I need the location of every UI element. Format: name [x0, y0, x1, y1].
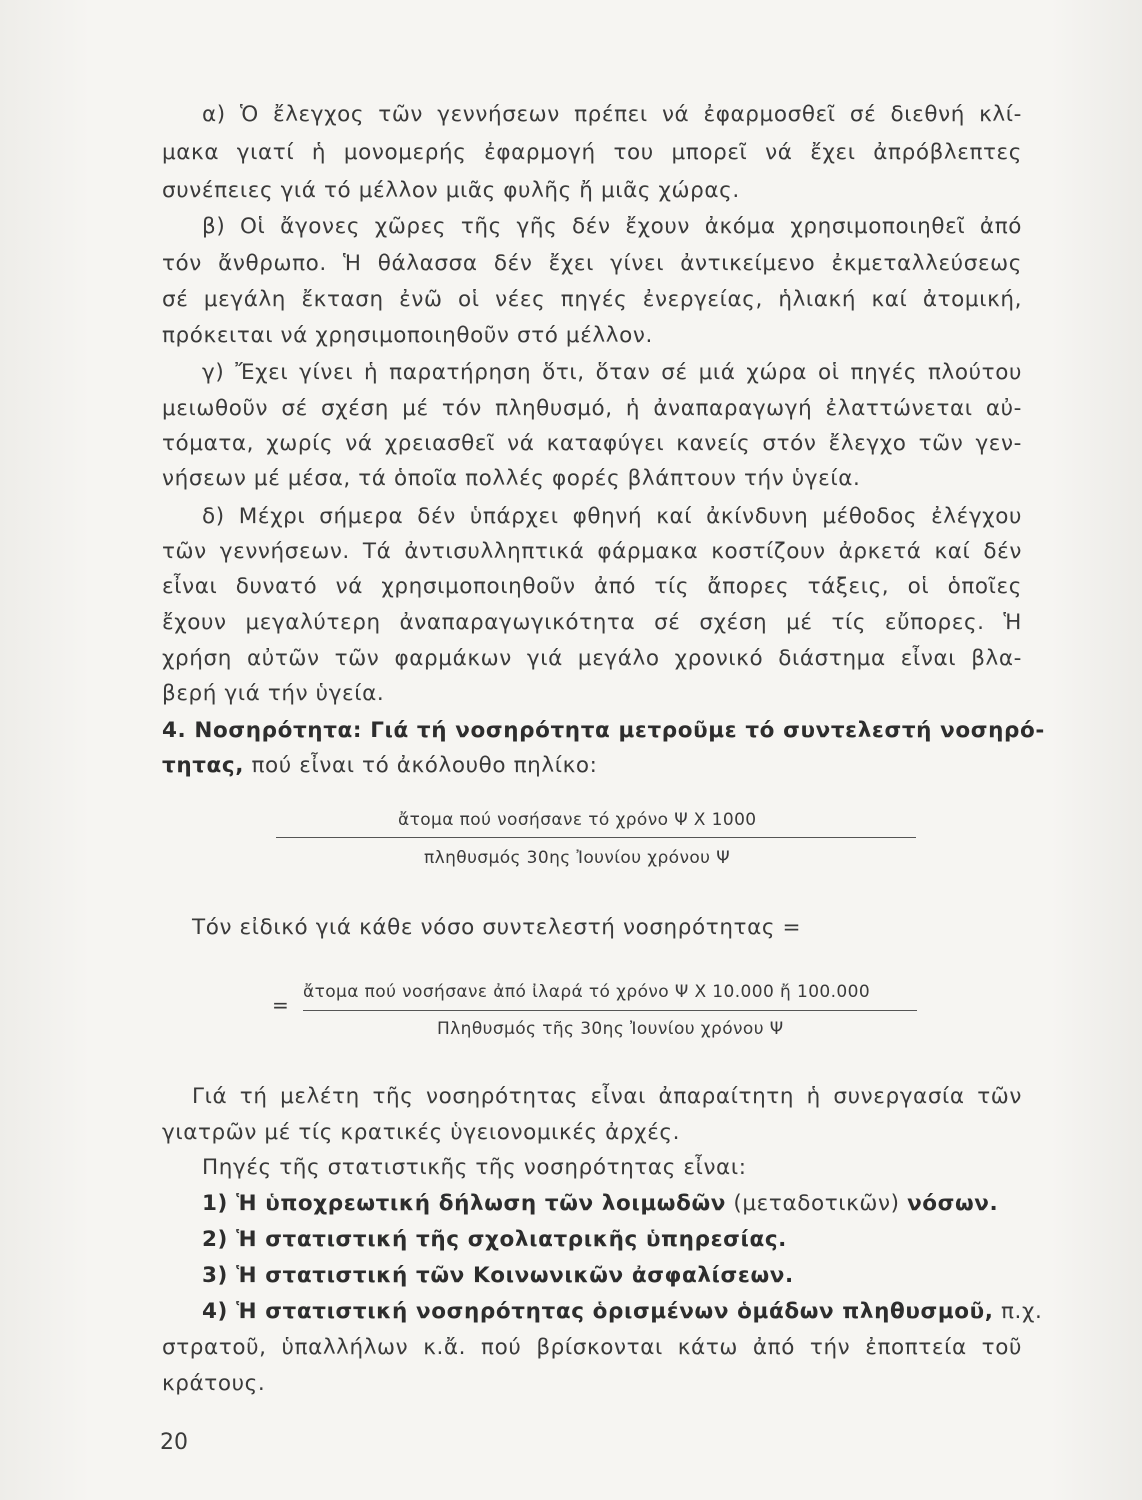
- collab-line-1: Γιά τή μελέτη τῆς νοσηρότητας εἶναι ἀπαραίτητη ἡ συνεργασία τῶν: [192, 1084, 1022, 1109]
- section-4-text: πού εἶναι τό ἀκόλουθο πηλίκο:: [244, 753, 598, 778]
- source-item-4: [202, 1298, 1043, 1326]
- para-d-line-6: βερή γιά τήν ὑγεία.: [162, 681, 385, 706]
- source-4-bold: 4) Ἡ στατιστική νοσηρότητας ὁρισμένων ὁμάδων πληθυσμοῦ,: [202, 1299, 994, 1324]
- para-d-line-1: δ) Μέχρι σήμερα δέν ὑπάρχει φθηνή καί ἀκίνδυνη μέθοδος ἐλέγχου: [202, 504, 1022, 529]
- para-c-line-4: νήσεων μέ μέσα, τά ὁποῖα πολλές φορές βλάπτουν τήν ὑγεία.: [162, 466, 861, 491]
- formula-2-equals: =: [272, 993, 289, 1017]
- para-a-line-1: α) Ὁ ἔλεγχος τῶν γεννήσεων πρέπει νά ἐφαρμοσθεῖ σέ διεθνή κλί-: [202, 102, 1022, 127]
- para-b-line-1: β) Οἱ ἄγονες χῶρες τῆς γῆς δέν ἔχουν ἀκόμα χρησιμοποιηθεῖ ἀπό: [202, 214, 1022, 239]
- para-a-line-3: συνέπειες γιά τό μέλλον μιᾶς φυλῆς ἤ μιᾶς χώρας.: [162, 178, 740, 203]
- para-b-line-4: πρόκειται νά χρησιμοποιηθοῦν στό μέλλον.: [162, 323, 653, 348]
- para-b-line-3: σέ μεγάλη ἔκταση ἐνῶ οἱ νέες πηγές ἐνεργείας, ἡλιακή καί ἀτομική,: [162, 287, 1022, 312]
- source-item-1: [202, 1190, 1062, 1218]
- formula-1-denominator: πληθυσμός 30ης Ἰουνίου χρόνου Ψ: [424, 848, 730, 868]
- para-b-line-2: τόν ἄνθρωπο. Ἡ θάλασσα δέν ἔχει γίνει ἀντικείμενο ἐκμεταλλεύσεως: [162, 251, 1022, 276]
- source-item-4-line-3: κράτους.: [162, 1371, 266, 1396]
- para-a-line-2: μακα γιατί ἡ μονομερής ἐφαρμογή του μπορεῖ νά ἔχει ἀπρόβλεπτες: [162, 140, 1022, 165]
- source-1-normal: (μεταδοτικῶν): [725, 1191, 908, 1216]
- para-d-line-4: ἔχουν μεγαλύτερη ἀναπαραγωγικότητα σέ σχέση μέ τίς εὔπορες. Ἡ: [162, 610, 1022, 635]
- formula-2-denominator: Πληθυσμός τῆς 30ης Ἰουνίου χρόνου Ψ: [437, 1019, 784, 1039]
- section-4-line-2: [162, 752, 1022, 780]
- sources-intro: Πηγές τῆς στατιστικῆς τῆς νοσηρότητας εἶναι:: [202, 1155, 747, 1180]
- formula-2-fraction-bar: [303, 1010, 917, 1011]
- formula-1-fraction-bar: [276, 837, 916, 838]
- para-c-line-2: μειωθοῦν σέ σχέση μέ τόν πληθυσμό, ἡ ἀναπαραγωγή ἐλαττώνεται αὐ-: [162, 396, 1022, 421]
- para-d-line-2: τῶν γεννήσεων. Τά ἀντισυλληπτικά φάρμακα κοστίζουν ἀρκετά καί δέν: [162, 539, 1022, 564]
- formula-2-numerator: ἄτομα πού νοσήσανε ἀπό ἰλαρά τό χρόνο Ψ Χ 10.000 ἤ 100.000: [303, 982, 871, 1002]
- para-c-line-3: τόματα, χωρίς νά χρειασθεῖ νά καταφύγει κανείς στόν ἔλεγχο τῶν γεν-: [162, 431, 1022, 456]
- source-item-4-line-2: στρατοῦ, ὑπαλλήλων κ.ἄ. πού βρίσκονται κάτω ἀπό τήν ἐποπτεία τοῦ: [162, 1335, 1022, 1360]
- formula-1-numerator: ἄτομα πού νοσήσανε τό χρόνο Ψ Χ 1000: [398, 810, 757, 830]
- source-item-3: 3) Ἡ στατιστική τῶν Κοινωνικῶν ἀσφαλίσεων.: [202, 1263, 794, 1288]
- page-number: 20: [160, 1430, 188, 1455]
- source-1-bold-b: νόσων.: [907, 1191, 999, 1216]
- source-1-bold-a: 1) Ἡ ὑποχρεωτική δήλωση τῶν λοιμωδῶν: [202, 1191, 726, 1216]
- section-4-heading: 4. Νοσηρότητα: Γιά τή νοσηρότητα μετροῦμε τό συντελεστή νοσηρό-: [162, 718, 1045, 743]
- collab-line-2: γιατρῶν μέ τίς κρατικές ὑγειονομικές ἀρχές.: [162, 1120, 681, 1145]
- source-4-tail: π.χ.: [993, 1299, 1043, 1324]
- para-d-line-3: εἶναι δυνατό νά χρησιμοποιηθοῦν ἀπό τίς ἄπορες τάξεις, οἱ ὁποῖες: [162, 574, 1022, 599]
- para-d-line-5: χρήση αὐτῶν τῶν φαρμάκων γιά μεγάλο χρονικό διάστημα εἶναι βλα-: [162, 646, 1022, 671]
- para-c-line-1: γ) Ἔχει γίνει ἡ παρατήρηση ὅτι, ὅταν σέ μιά χώρα οἱ πηγές πλούτου: [202, 360, 1022, 385]
- source-item-2: 2) Ἡ στατιστική τῆς σχολιατρικῆς ὑπηρεσίας.: [202, 1227, 787, 1252]
- specific-coefficient-text: Τόν εἰδικό γιά κάθε νόσο συντελεστή νοσηρότητας =: [192, 915, 802, 940]
- section-4-term: τητας,: [162, 753, 245, 778]
